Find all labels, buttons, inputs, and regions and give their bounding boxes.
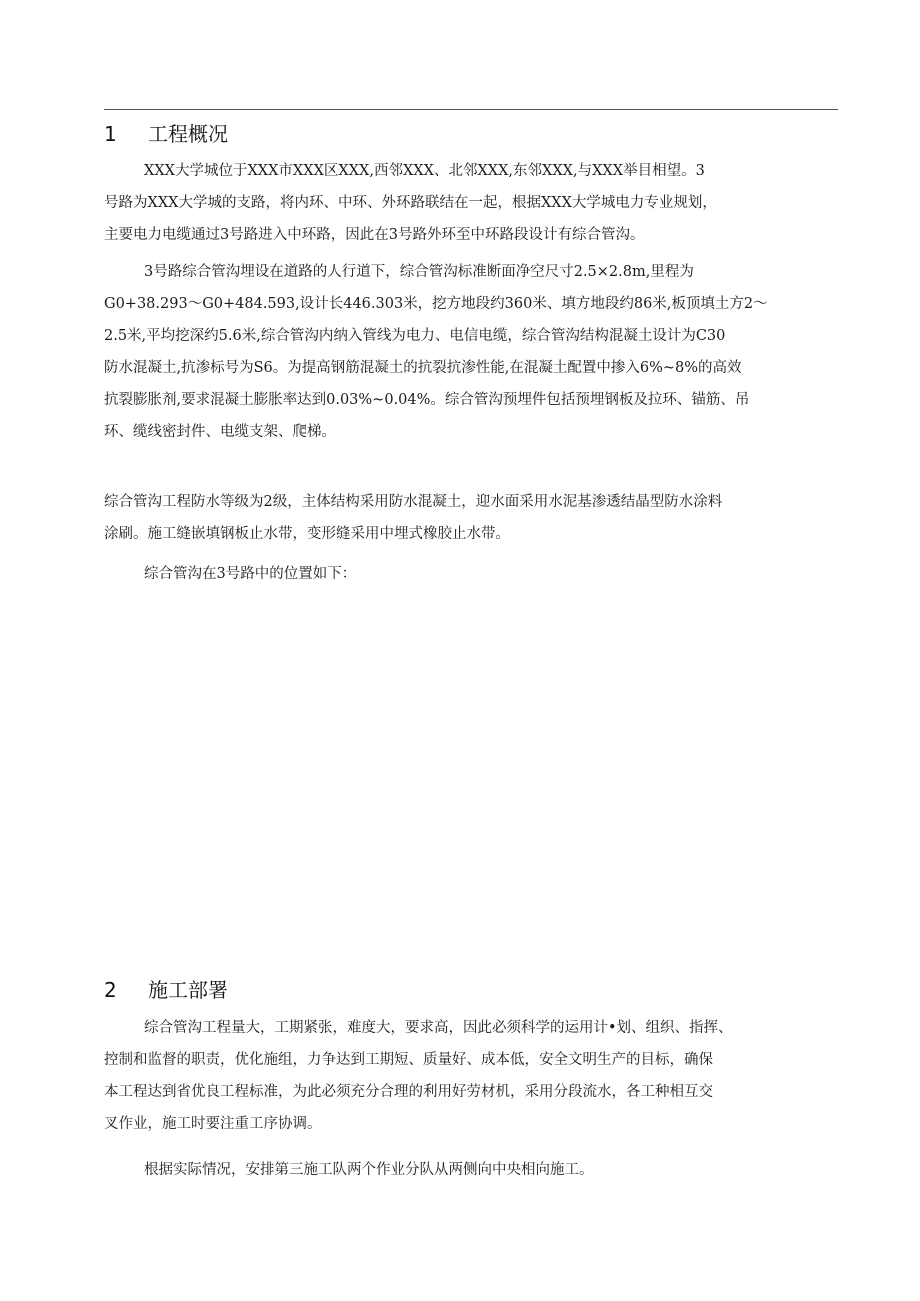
text-line: 涂刷。施工缝嵌填钢板止水带，变形缝采用中埋式橡胶止水带。 [104, 526, 510, 542]
text-line: 3号路综合管沟埋设在道路的人行道下，综合管沟标准断面净空尺寸2.5×2.8m,里程为 [144, 264, 694, 280]
text-line: 叉作业，施工时要注重工序协调。 [104, 1116, 322, 1132]
text-line: 本工程达到省优良工程标准，为此必须充分合理的利用好劳材机，采用分段流水，各工种相互交 [104, 1084, 713, 1100]
text-line: 抗裂膨胀剂,要求混凝土膨胀率达到0.03%~0.04%。综合管沟预埋件包括预埋钢板及拉环、锚筋、吊 [104, 392, 750, 408]
section-1-paragraph-3 [104, 486, 840, 550]
section-2-number: 2 [104, 978, 117, 1002]
text-line: 综合管沟工程量大，工期紧张，难度大，要求高，因此必须科学的运用计•划、组织、指挥、 [144, 1020, 733, 1036]
text-line: 控制和监督的职责，优化施组，力争达到工期短、质量好、成本低，安全文明生产的目标，确保 [104, 1052, 713, 1068]
section-2-paragraph-2 [104, 1154, 840, 1186]
text-line: 2.5米,平均挖深约5.6米,综合管沟内纳入管线为电力、电信电缆，综合管沟结构混凝土设计为C30 [104, 328, 726, 344]
text-line: 综合管沟在3号路中的位置如下： [144, 566, 357, 582]
text-line: 根据实际情况，安排第三施工队两个作业分队从两侧向中央相向施工。 [144, 1162, 594, 1178]
text-line: 综合管沟工程防水等级为2级，主体结构采用防水混凝土，迎水面采用水泥基渗透结晶型防水涂料 [104, 494, 723, 510]
text-line: G0+38.293～G0+484.593,设计长446.303米，挖方地段约360米、填方地段约86米,板顶填土方2～ [104, 296, 768, 312]
section-2-paragraph-1 [104, 1012, 840, 1140]
section-1-paragraph-4 [104, 558, 840, 590]
figure-placeholder [104, 600, 840, 960]
section-1-number: 1 [104, 122, 117, 146]
section-2-heading [104, 974, 228, 1003]
text-line: 防水混凝土,抗渗标号为S6。为提高钢筋混凝土的抗裂抗渗性能,在混凝土配置中掺入6%~8%的高效 [104, 360, 742, 376]
text-line: 号路为XXX大学城的支路，将内环、中环、外环路联结在一起，根据XXX大学城电力专业规划， [104, 195, 717, 211]
text-line: XXX大学城位于XXX市XXX区XXX,西邻XXX、北邻XXX,东邻XXX,与XXX举目相望。3 [144, 163, 705, 179]
section-1-title: 工程概况 [148, 122, 228, 146]
section-2-title: 施工部署 [148, 978, 228, 1002]
section-1-heading [104, 118, 228, 147]
section-1-paragraph-2 [104, 256, 840, 448]
text-line: 主要电力电缆通过3号路进入中环路，因此在3号路外环至中环路段设计有综合管沟。 [104, 227, 645, 243]
header-rule [104, 109, 838, 110]
text-line: 环、缆线密封件、电缆支架、爬梯。 [104, 424, 336, 440]
section-1-paragraph-1 [104, 155, 840, 251]
